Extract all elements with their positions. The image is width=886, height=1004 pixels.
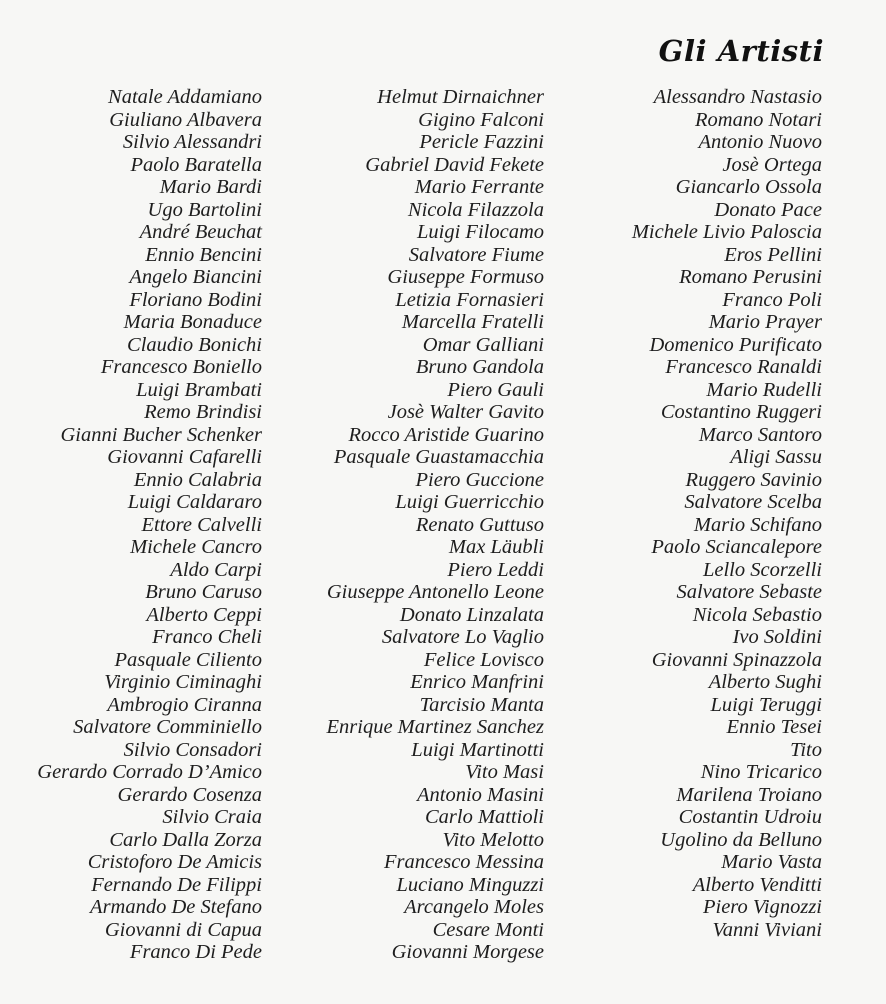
artist-name: Mario Schifano: [693, 513, 822, 536]
artist-name: Luigi Guerricchio: [395, 491, 544, 513]
artist-name: Vito Masi: [465, 761, 544, 783]
artist-name: Rocco Aristide Guarino: [348, 423, 544, 446]
artist-name: Pasquale Guastamacchia: [333, 446, 544, 468]
artist-name: Nino Tricarico: [700, 761, 822, 783]
artist-name: Costantin Udroiu: [678, 806, 822, 828]
artist-name: Luigi Teruggi: [710, 693, 822, 716]
artist-name: Remo Brindisi: [144, 401, 262, 423]
artist-name: Mario Bardi: [159, 176, 262, 198]
artist-name: Marilena Troiano: [676, 783, 822, 806]
artist-name: Franco Di Pede: [129, 941, 262, 963]
artist-name: Vito Melotto: [442, 828, 544, 851]
artist-name: Marcella Fratelli: [401, 311, 544, 333]
artist-name: Ruggero Savinio: [685, 468, 822, 491]
artist-name: Michele Livio Paloscia: [631, 221, 822, 243]
artist-name: Giuseppe Antonello Leone: [326, 581, 544, 603]
artist-name: Salvatore Lo Vaglio: [381, 626, 544, 648]
artist-name: Luciano Minguzzi: [396, 873, 544, 896]
artist-name: Eros Pellini: [724, 243, 822, 266]
artist-name: Gabriel David Fekete: [365, 153, 544, 176]
artist-name: Paolo Baratella: [130, 153, 262, 176]
artist-name: Fernando De Filippi: [91, 873, 262, 896]
artist-name: Giovanni Spinazzola: [651, 648, 822, 671]
artist-name: Bruno Gandola: [415, 356, 544, 378]
artist-name: Cristoforo De Amicis: [87, 851, 262, 873]
artist-name: Luigi Filocamo: [417, 221, 544, 243]
artist-name: Piero Guccione: [415, 468, 544, 491]
artist-name: Gigino Falconi: [418, 108, 544, 131]
artist-name: Alberto Sughi: [708, 671, 822, 693]
artist-name: Mario Vasta: [721, 851, 822, 873]
artist-name: Enrico Manfrini: [410, 671, 544, 693]
artist-name: Mario Ferrante: [414, 176, 544, 198]
artist-name: Aligi Sassu: [730, 446, 822, 468]
artist-name: Salvatore Comminiello: [73, 716, 262, 738]
artist-name: Francesco Messina: [384, 851, 544, 873]
artist-name: Nicola Sebastio: [692, 603, 822, 626]
artist-name: Giuliano Albavera: [109, 108, 262, 131]
artist-name: Piero Leddi: [447, 558, 544, 581]
artist-name: Josè Walter Gavito: [387, 401, 544, 423]
page-title: Gli Artisti: [658, 34, 824, 68]
artist-name: Francesco Boniello: [100, 356, 262, 378]
artist-name: Franco Poli: [722, 288, 822, 311]
artist-name: Nicola Filazzola: [407, 198, 544, 221]
artist-name: Pericle Fazzini: [419, 131, 544, 153]
artist-name: Silvio Alessandri: [122, 131, 262, 153]
artist-name: Salvatore Scelba: [684, 491, 822, 513]
artist-name: Alberto Ceppi: [146, 603, 262, 626]
artist-name: Ennio Bencini: [145, 243, 262, 266]
artist-name: Max Läubli: [448, 536, 544, 558]
artist-name: Donato Linzalata: [399, 603, 544, 626]
artist-name: Antonio Nuovo: [698, 131, 822, 153]
artist-name: Alessandro Nastasio: [653, 86, 822, 108]
artist-name: Mario Prayer: [708, 311, 822, 333]
artist-name: Gerardo Cosenza: [117, 783, 262, 806]
artist-column-2: [327, 86, 545, 964]
artist-name: Silvio Consadori: [123, 738, 262, 761]
artist-name: Ennio Tesei: [726, 716, 822, 738]
artist-name: Ettore Calvelli: [141, 513, 262, 536]
artist-name: Luigi Martinotti: [411, 738, 544, 761]
artist-name: Piero Vignozzi: [702, 896, 822, 918]
artist-name: Natale Addamiano: [108, 86, 262, 108]
artist-name: Maria Bonaduce: [123, 311, 262, 333]
artist-name: Bruno Caruso: [145, 581, 262, 603]
artist-name: Alberto Venditti: [692, 873, 822, 896]
artist-name: Armando De Stefano: [90, 896, 262, 918]
artist-column-3: [632, 86, 822, 941]
artist-name: Carlo Mattioli: [424, 806, 544, 828]
artist-name: Claudio Bonichi: [127, 333, 262, 356]
artist-name: Carlo Dalla Zorza: [109, 828, 262, 851]
artist-name: Donato Pace: [714, 198, 822, 221]
artist-name: Virginio Ciminaghi: [104, 671, 262, 693]
artist-name: Silvio Craia: [162, 806, 262, 828]
artist-name: Antonio Masini: [417, 783, 544, 806]
artist-name: Lello Scorzelli: [702, 558, 822, 581]
artist-name: Giancarlo Ossola: [675, 176, 822, 198]
artist-name: Cesare Monti: [432, 918, 544, 941]
artist-name: Tarcisio Manta: [419, 693, 544, 716]
artist-name: Tito: [790, 738, 822, 761]
artist-name: Piero Gauli: [447, 378, 544, 401]
artist-name: Felice Lovisco: [423, 648, 544, 671]
artist-name: Romano Notari: [695, 108, 822, 131]
artist-name: Helmut Dirnaichner: [377, 86, 544, 108]
artist-name: Giovanni Morgese: [391, 941, 544, 963]
artist-name: Giuseppe Formuso: [387, 266, 544, 288]
artist-name: Enrique Martinez Sanchez: [326, 716, 544, 738]
artist-name: Salvatore Fiume: [408, 243, 544, 266]
artist-name: Josè Ortega: [722, 153, 822, 176]
artist-name: Luigi Brambati: [136, 378, 262, 401]
artist-name: Paolo Sciancalepore: [651, 536, 822, 558]
artist-name: Ugolino da Belluno: [660, 828, 822, 851]
artist-name: Franco Cheli: [152, 626, 262, 648]
artist-name: Pasquale Ciliento: [114, 648, 262, 671]
artist-name: Arcangelo Moles: [404, 896, 544, 918]
artist-name: Luigi Caldararo: [127, 491, 262, 513]
artist-name: Giovanni di Capua: [104, 918, 262, 941]
artist-name: Marco Santoro: [698, 423, 822, 446]
artist-name: Ivo Soldini: [732, 626, 822, 648]
artist-name: Letizia Fornasieri: [395, 288, 544, 311]
artist-name: Ambrogio Ciranna: [107, 693, 262, 716]
artist-name: Floriano Bodini: [129, 288, 262, 311]
artist-name: Gianni Bucher Schenker: [60, 423, 262, 446]
artist-name: Omar Galliani: [422, 333, 544, 356]
artist-name: Angelo Biancini: [129, 266, 262, 288]
artist-name: Romano Perusini: [679, 266, 822, 288]
artist-name: Salvatore Sebaste: [676, 581, 822, 603]
artist-name: Domenico Purificato: [649, 333, 822, 356]
artist-name: André Beuchat: [139, 221, 262, 243]
artist-name: Renato Guttuso: [415, 513, 544, 536]
artist-column-1: [37, 86, 262, 964]
artist-name: Vanni Viviani: [712, 918, 822, 941]
artist-name: Costantino Ruggeri: [660, 401, 822, 423]
artist-name: Aldo Carpi: [170, 558, 262, 581]
artist-name: Ennio Calabria: [133, 468, 262, 491]
artist-name: Michele Cancro: [130, 536, 262, 558]
artist-name: Ugo Bartolini: [147, 198, 262, 221]
artist-name: Francesco Ranaldi: [665, 356, 822, 378]
artist-name: Mario Rudelli: [706, 378, 822, 401]
artist-name: Giovanni Cafarelli: [107, 446, 262, 468]
artist-name: Gerardo Corrado D’Amico: [37, 761, 262, 783]
